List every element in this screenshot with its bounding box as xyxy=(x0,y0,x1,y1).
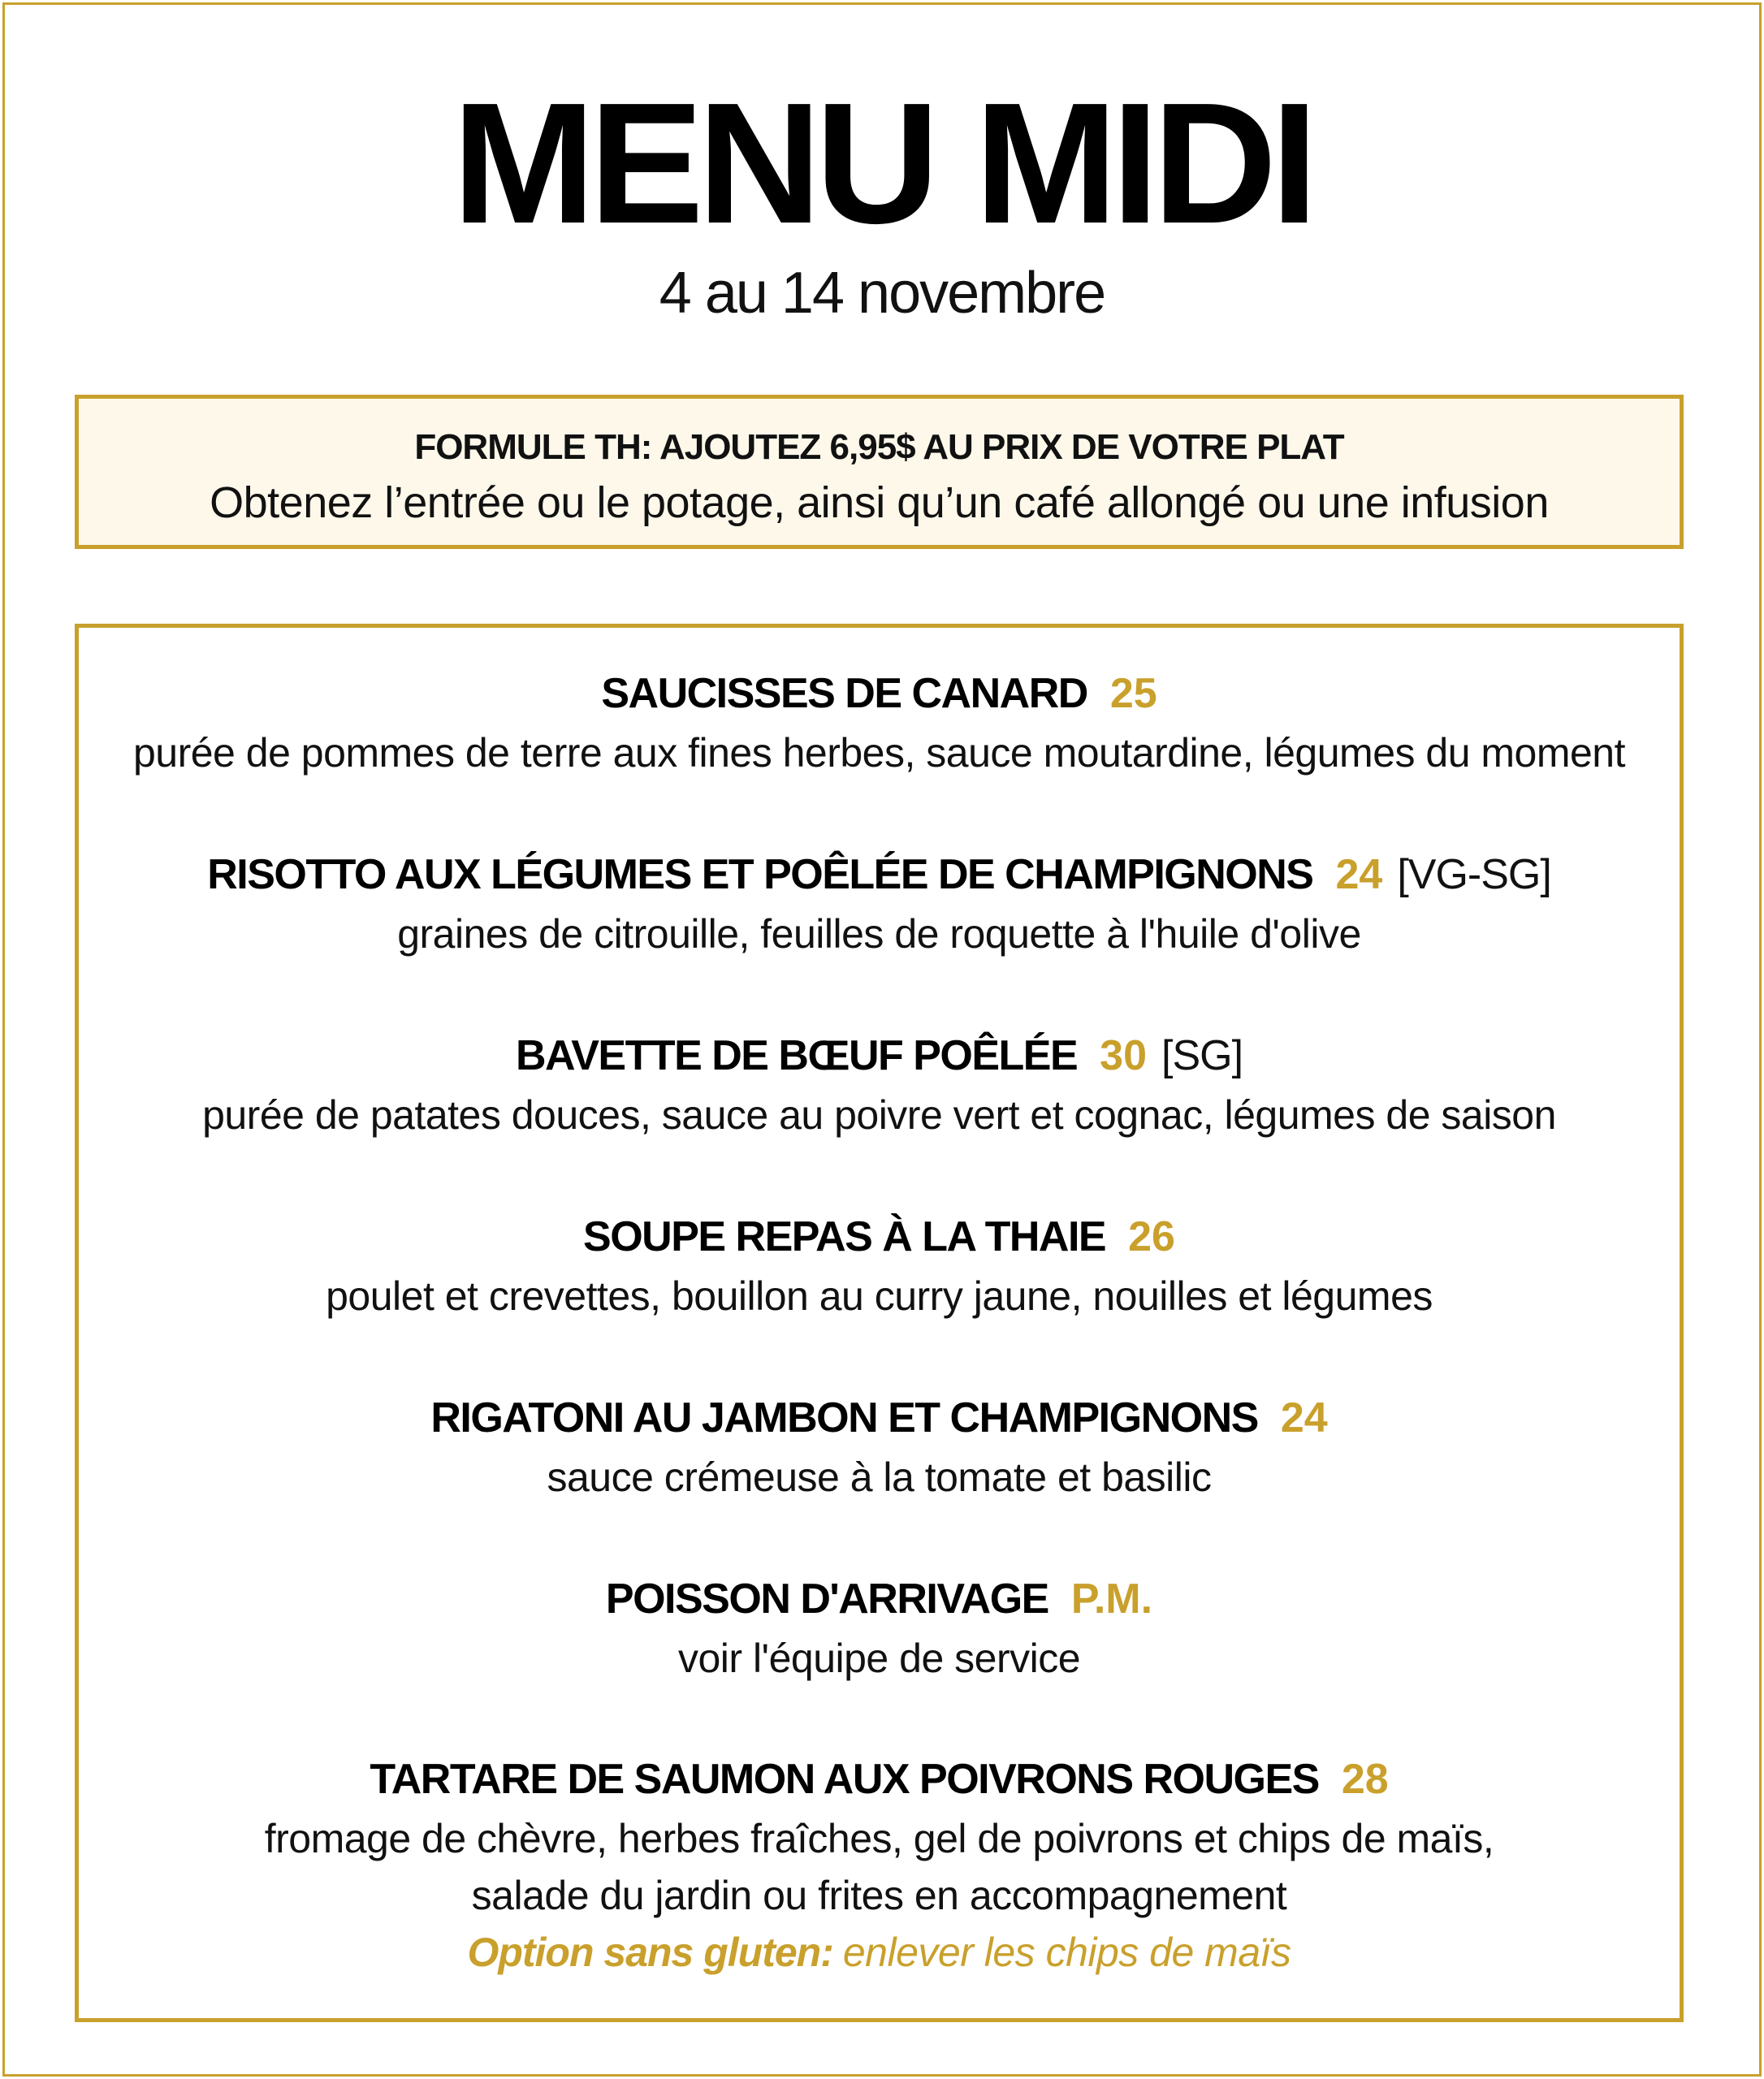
dish-name: RISOTTO AUX LÉGUMES ET POÊLÉE DE CHAMPIGNONS xyxy=(207,851,1313,898)
menu-item-tartare-saumon xyxy=(79,1758,1680,1973)
dish-diet-tag: [SG] xyxy=(1161,1032,1243,1079)
dish-description: sauce crémeuse à la tomate et basilic xyxy=(547,1454,1212,1500)
dish-name: TARTARE DE SAUMON AUX POIVRONS ROUGES xyxy=(370,1756,1319,1803)
menu-item-poisson xyxy=(79,1575,1680,1681)
menu-item-soupe-thaie xyxy=(79,1213,1680,1319)
dish-description: poulet et crevettes, bouillon au curry jaune, nouilles et légumes xyxy=(326,1273,1433,1319)
menu-item-bavette xyxy=(79,1032,1680,1138)
menu-item-rigatoni xyxy=(79,1394,1680,1500)
gluten-free-option xyxy=(79,1932,1680,1973)
page-title: MENU MIDI xyxy=(452,67,1312,259)
menu-list xyxy=(75,624,1684,2022)
formule-description: Obtenez l’entrée ou le potage, ainsi qu’un café allongé ou une infusion xyxy=(210,478,1549,527)
dish-price: P.M. xyxy=(1070,1575,1153,1623)
option-label: Option sans gluten: xyxy=(467,1930,833,1975)
dish-name: BAVETTE DE BŒUF POÊLÉE xyxy=(515,1032,1078,1079)
dish-price: 24 xyxy=(1280,1394,1328,1441)
dish-name: SAUCISSES DE CANARD xyxy=(601,670,1087,717)
formule-box xyxy=(75,395,1684,549)
dish-price: 26 xyxy=(1128,1213,1175,1260)
dish-price: 24 xyxy=(1335,851,1383,898)
option-text: enlever les chips de maïs xyxy=(842,1930,1291,1975)
dish-description: purée de patates douces, sauce au poivre vert et cognac, légumes de saison xyxy=(202,1092,1556,1138)
formule-title: FORMULE TH: AJOUTEZ 6,95$ AU PRIX DE VOTRE PLAT xyxy=(414,427,1344,467)
dish-price: 28 xyxy=(1341,1756,1389,1803)
dish-name: SOUPE REPAS À LA THAIE xyxy=(583,1213,1106,1260)
dish-price: 25 xyxy=(1109,670,1157,717)
dish-description: voir l'équipe de service xyxy=(677,1636,1081,1681)
dish-diet-tag: [VG-SG] xyxy=(1397,851,1551,898)
menu-item-saucisses-canard xyxy=(79,670,1680,776)
date-range: 4 au 14 novembre xyxy=(659,261,1105,326)
dish-description-2: salade du jardin ou frites en accompagnement xyxy=(471,1873,1287,1918)
dish-description: fromage de chèvre, herbes fraîches, gel de poivrons et chips de maïs, xyxy=(264,1816,1494,1861)
dish-price: 30 xyxy=(1100,1032,1148,1079)
dish-name: POISSON D'ARRIVAGE xyxy=(605,1575,1048,1623)
dish-description: graines de citrouille, feuilles de roquette à l'huile d'olive xyxy=(397,911,1361,957)
dish-description: purée de pommes de terre aux fines herbes, sauce moutardine, légumes du moment xyxy=(132,730,1626,776)
menu-item-risotto xyxy=(79,851,1680,957)
dish-name: RIGATONI AU JAMBON ET CHAMPIGNONS xyxy=(430,1394,1258,1441)
